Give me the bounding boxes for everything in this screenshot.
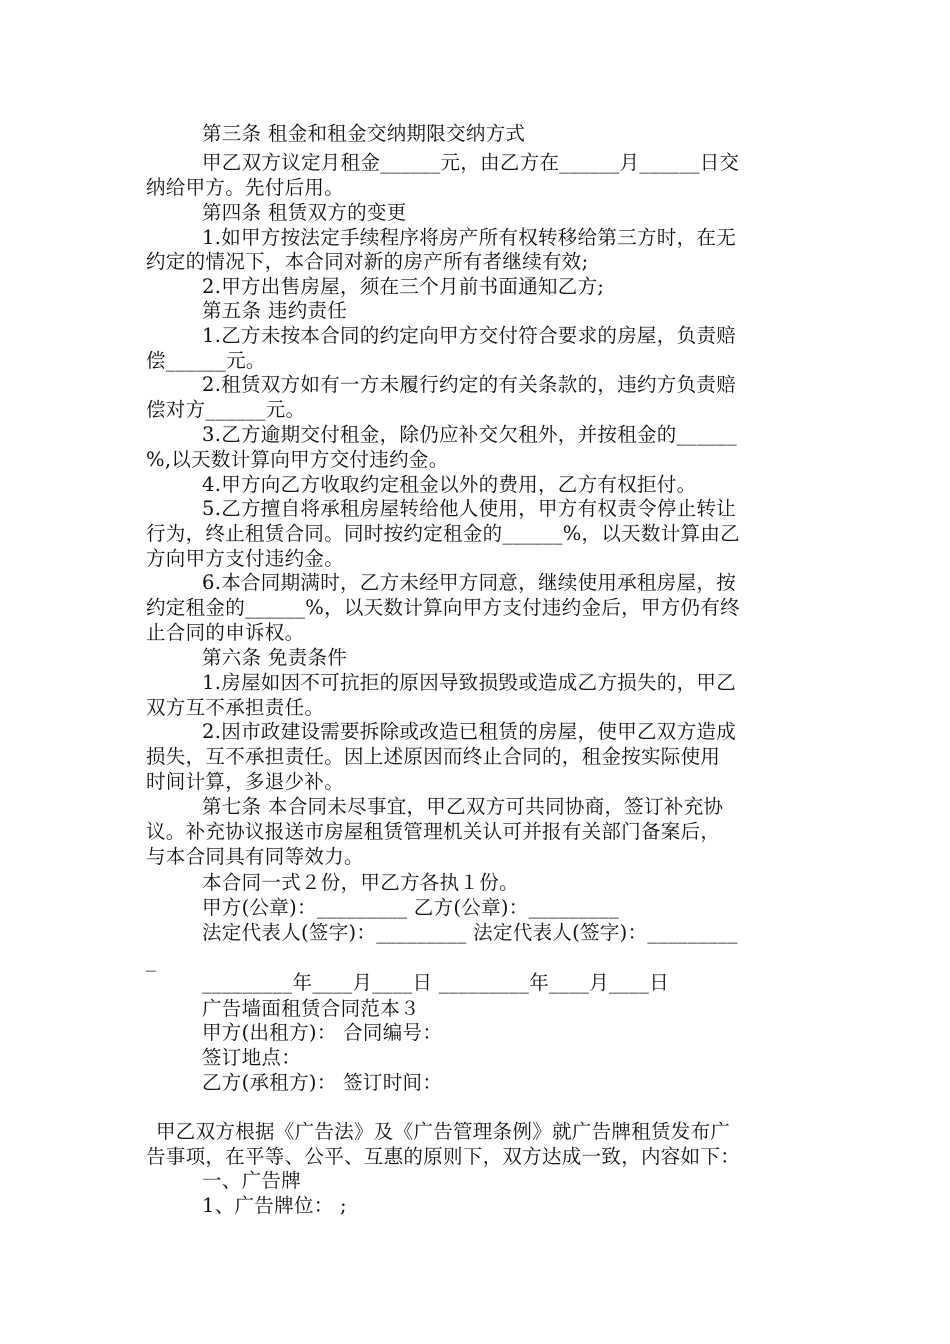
text-line: 1.如甲方按法定手续程序将房产所有权转移给第三方时，在无 xyxy=(202,226,737,249)
signing-place-line: 签订地点： xyxy=(202,1046,302,1069)
text-line: 纳给甲方。先付后用。 xyxy=(146,176,345,199)
text-line: 4.甲方向乙方收取约定租金以外的费用，乙方有权拒付。 xyxy=(202,473,697,496)
signature-line-seal: 甲方(公章)：_________ 乙方(公章)：_________ xyxy=(202,896,620,919)
subsection-heading: 一、广告牌 xyxy=(202,1169,302,1192)
text-line: 3.乙方逾期交付租金，除仍应补交欠租外，并按租金的______ xyxy=(202,423,737,446)
text-line: 时间计算，多退少补。 xyxy=(146,770,345,793)
text-line: _ xyxy=(146,949,157,972)
article-5-heading: 第五条 违约责任 xyxy=(202,299,348,322)
text-line: 偿______元。 xyxy=(146,349,266,372)
text-line: 甲乙双方议定月租金______元，由乙方在______月______日交 xyxy=(202,151,740,174)
party-a-line: 甲方(出租方)： 合同编号： xyxy=(202,1021,443,1044)
text-line: 约定的情况下，本合同对新的房产所有者继续有效; xyxy=(146,250,589,273)
text-line: 甲乙双方根据《广告法》及《广告管理条例》就广告牌租赁发布广 xyxy=(156,1120,731,1143)
text-line: 1.房屋如因不可抗拒的原因导致损毁或造成乙方损失的，甲乙 xyxy=(202,671,737,694)
article-6-heading: 第六条 免责条件 xyxy=(202,646,348,669)
date-line: _________年____月____日 _________年____月____日 xyxy=(202,971,669,994)
text-line: 本合同一式２份，甲乙方各执１份。 xyxy=(202,871,519,894)
text-line: 2.因市政建设需要拆除或改造已租赁的房屋，使甲乙双方造成 xyxy=(202,720,737,743)
signature-line-representative: 法定代表人(签字)：_________ 法定代表人(签字)：_________ xyxy=(202,921,738,944)
article-7-heading: 第七条 本合同未尽事宜，甲乙双方可共同协商，签订补充协 xyxy=(202,795,724,818)
text-line: 约定租金的______%，以天数计算向甲方支付违约金后，甲方仍有终 xyxy=(146,596,740,619)
text-line: 双方互不承担责任。 xyxy=(146,696,325,719)
text-line: 告事项，在平等、公平、互惠的原则下，双方达成一致，内容如下： xyxy=(146,1145,741,1168)
text-line: 1.乙方未按本合同的约定向甲方交付符合要求的房屋，负责赔 xyxy=(202,324,737,347)
section-title: 广告墙面租赁合同范本３ xyxy=(202,997,420,1020)
text-line: 损失，互不承担责任。因上述原因而终止合同的，租金按实际使用 xyxy=(146,745,721,768)
text-line: 2.租赁双方如有一方未履行约定的有关条款的，违约方负责赔 xyxy=(202,373,737,396)
text-line: 1、广告牌位： ; xyxy=(202,1194,347,1217)
text-line: 偿对方______元。 xyxy=(146,398,306,421)
text-line: 与本合同具有同等效力。 xyxy=(146,845,364,868)
text-line: 议。补充协议报送市房屋租赁管理机关认可并报有关部门备案后， xyxy=(146,820,721,843)
text-line: 行为，终止租赁合同。同时按约定租金的______%，以天数计算由乙 xyxy=(146,522,740,545)
text-line: 6.本合同期满时，乙方未经甲方同意，继续使用承租房屋，按 xyxy=(202,571,737,594)
article-3-heading: 第三条 租金和租金交纳期限交纳方式 xyxy=(202,122,526,145)
text-line: %,以天数计算向甲方交付违约金。 xyxy=(146,448,449,471)
text-line: 止合同的申诉权。 xyxy=(146,621,305,644)
text-line: 5.乙方擅自将承租房屋转给他人使用，甲方有权责令停止转让 xyxy=(202,497,737,520)
party-b-line: 乙方(承租方)： 签订时间： xyxy=(202,1071,443,1094)
article-4-heading: 第四条 租赁双方的变更 xyxy=(202,201,407,224)
text-line: 方向甲方支付违约金。 xyxy=(146,547,345,570)
text-line: 2.甲方出售房屋，须在三个月前书面通知乙方; xyxy=(202,275,605,298)
